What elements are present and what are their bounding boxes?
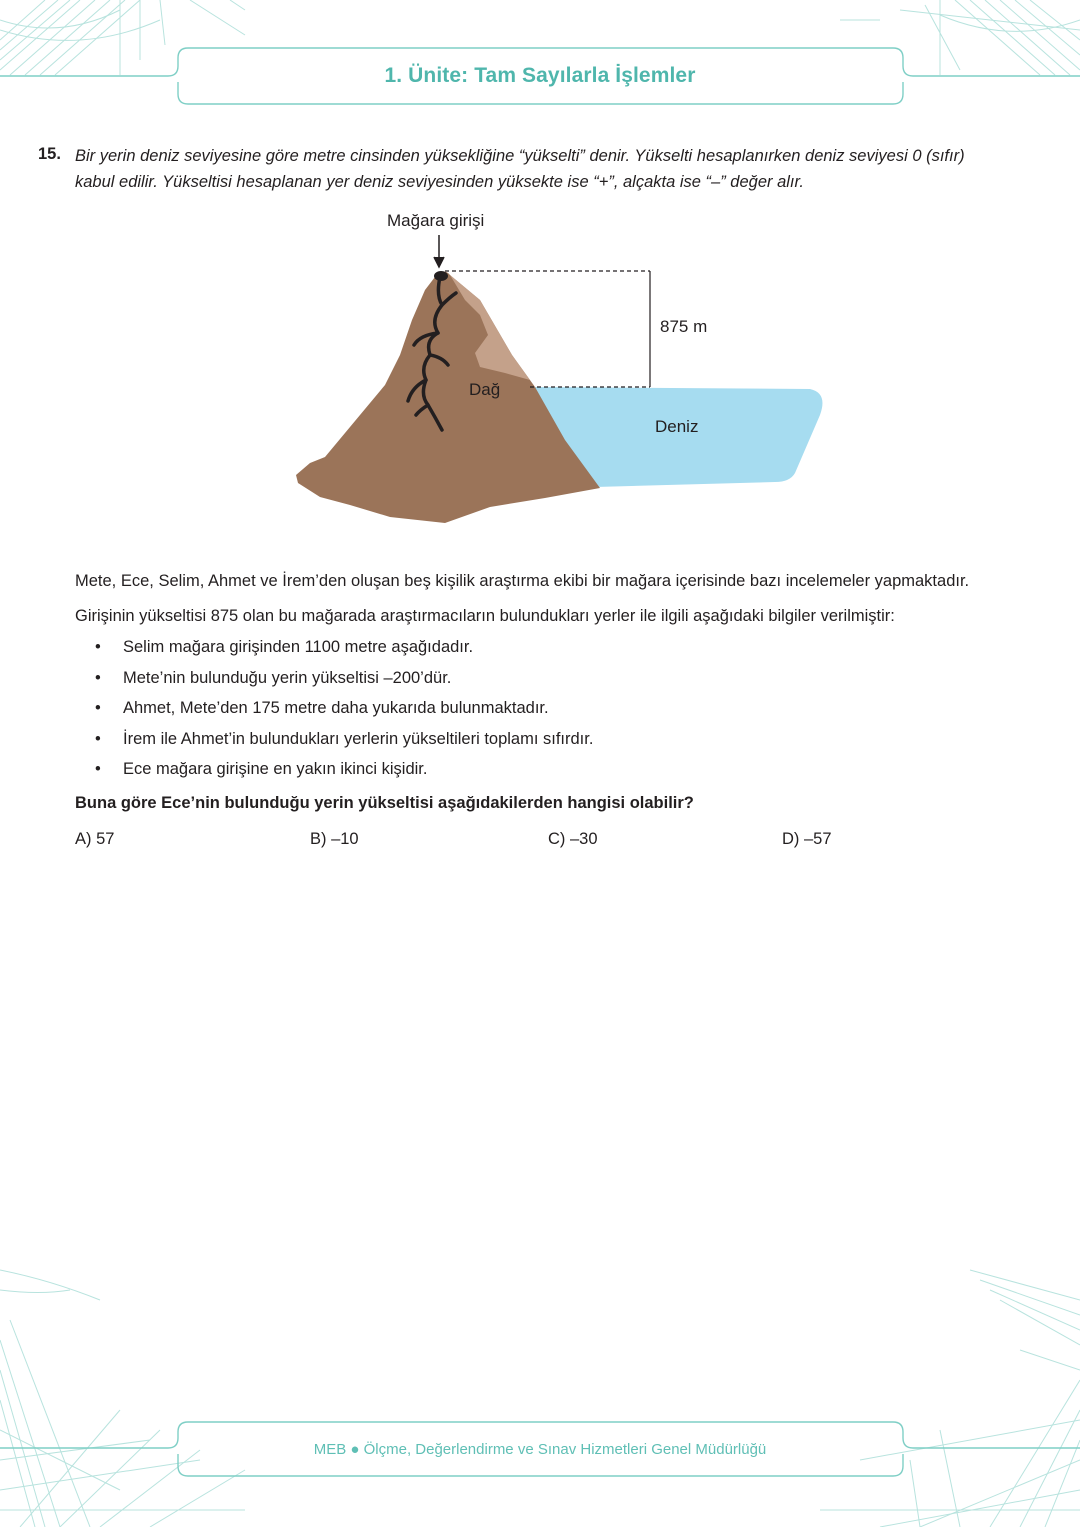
height-label: 875 m <box>660 317 708 336</box>
mountain-sea-figure <box>280 205 840 535</box>
question-number: 15. <box>38 145 61 163</box>
corner-pattern-bottom-right <box>820 1260 1080 1527</box>
paragraph-2: Girişinin yükseltisi 875 olan bu mağarada araştırmacıların bulundukları yerler ile ilgili aşağıdaki bilgiler verilmiştir: <box>75 607 895 625</box>
arrow-down-icon <box>434 235 444 267</box>
corner-pattern-bottom-left <box>0 1260 260 1527</box>
cave-entrance-dot <box>434 271 448 281</box>
question-intro-line-2: kabul edilir. Yükseltisi hesaplanan yer deniz seviyesinden yüksekte ise “+”, alçakta ise “–” değer alır. <box>75 173 804 191</box>
sea-label: Deniz <box>655 417 699 436</box>
footer-text: MEB ● Ölçme, Değerlendirme ve Sınav Hizmetleri Genel Müdürlüğü <box>313 1441 767 1458</box>
list-item: • Ece mağara girişine en yakın ikinci kişidir. <box>95 760 428 778</box>
option-c[interactable]: C) –30 <box>548 830 598 848</box>
clue-list <box>75 636 593 789</box>
bullet-icon: • <box>95 668 101 687</box>
option-a[interactable]: A) 57 <box>75 830 115 848</box>
mountain-label: Dağ <box>469 380 501 399</box>
list-item: • İrem ile Ahmet’in bulundukları yerlerin yükseltileri toplamı sıfırdır. <box>95 729 594 748</box>
question-intro <box>75 143 1050 195</box>
list-item: • Selim mağara girişinden 1100 metre aşağıdadır. <box>95 638 474 656</box>
bullet-icon: • <box>95 699 101 717</box>
bullet-icon: • <box>95 760 101 778</box>
unit-title: 1. Ünite: Tam Sayılarla İşlemler <box>384 64 696 87</box>
list-item: • Ahmet, Mete’den 175 metre daha yukarıda bulunmaktadır. <box>95 699 549 717</box>
bullet-icon: • <box>95 729 101 748</box>
question-prompt: Buna göre Ece’nin bulunduğu yerin yükseltisi aşağıdakilerden hangisi olabilir? <box>75 794 694 812</box>
option-d[interactable]: D) –57 <box>782 830 832 848</box>
cave-entrance-label: Mağara girişi <box>387 211 485 230</box>
question-intro-line-1: Bir yerin deniz seviyesine göre metre cinsinden yüksekliğine “yükselti” denir. Yükselti hesaplanırken deniz seviyesi 0 (sıfır) <box>75 147 965 165</box>
bullet-icon: • <box>95 638 101 656</box>
option-b[interactable]: B) –10 <box>310 830 359 848</box>
paragraph-1: Mete, Ece, Selim, Ahmet ve İrem’den oluşan beş kişilik araştırma ekibi bir mağara içerisinde bazı incelemeler yapmaktadır. <box>75 572 970 590</box>
mountain-illustration <box>280 205 840 535</box>
list-item: • Mete’nin bulunduğu yerin yükseltisi –200’dür. <box>95 668 452 687</box>
